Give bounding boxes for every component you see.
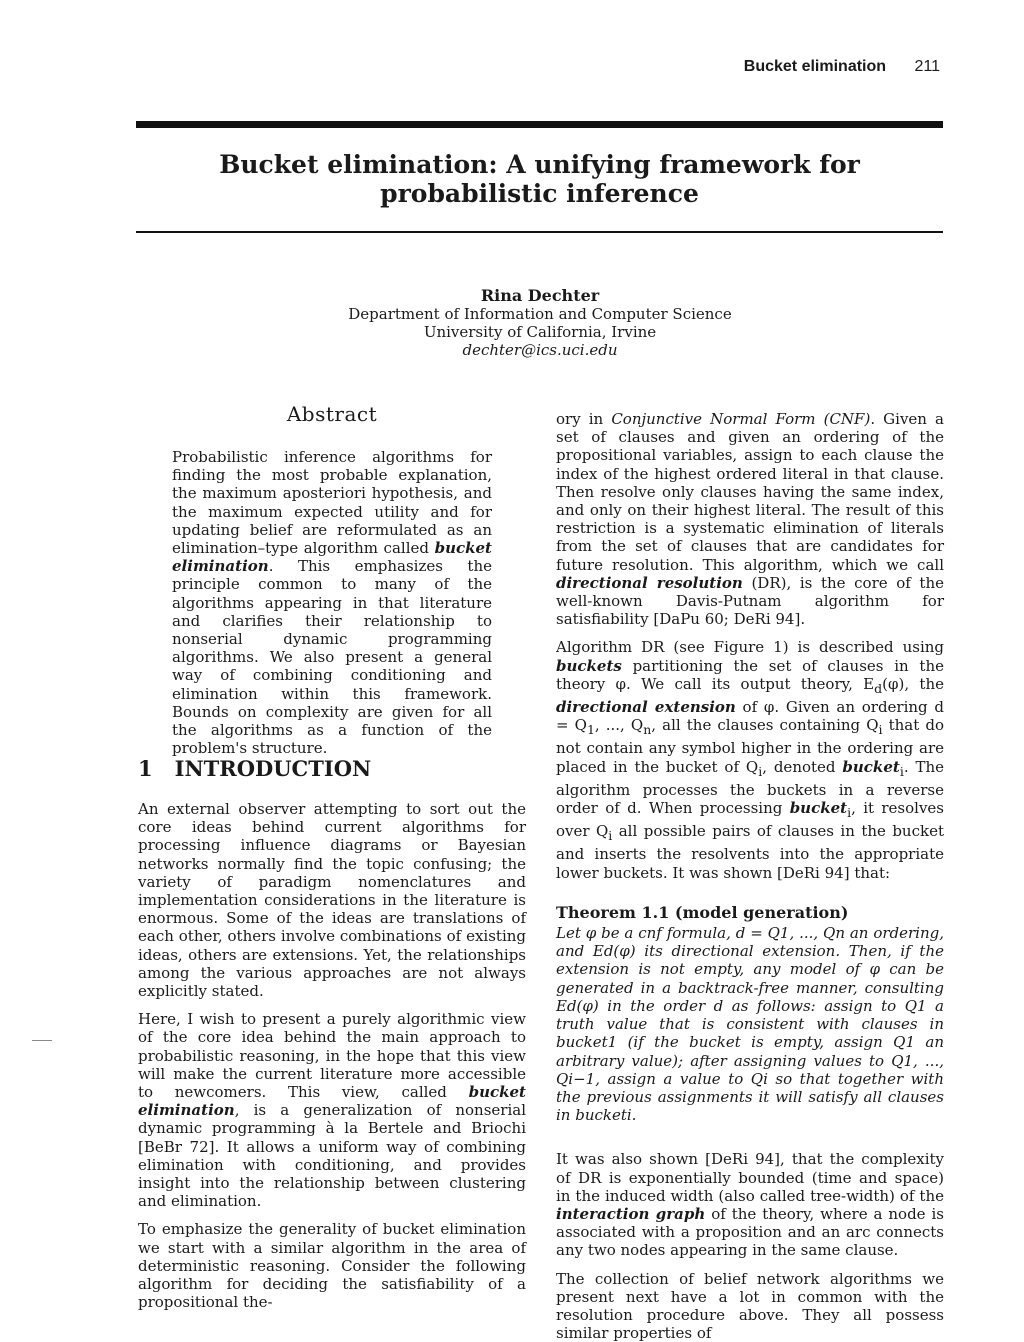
title-rule <box>136 231 943 233</box>
intro-paragraph-1: An external observer attempting to sort out the core ideas behind current algorithms for processing influence diagrams or Bayesian networks normally find the topic confusing; the variety of paradigm nomenclatures and implementation considerations in the literature is enormous. Some of the ideas are translations of each other, others involve combinations of existing ideas, others are extensions. Yet, the relationships among the various approaches are not always explicitly stated. <box>138 800 526 1001</box>
r-p2-e: , ..., Q <box>594 716 644 735</box>
r-p2-bucket-b: bucket <box>789 799 848 818</box>
margin-mark <box>32 1040 52 1041</box>
r-p1-c: (DR), is the core of the well-known Davis-Putnam algorithm for satisfiability [DaPu 60; DeRi 94]. <box>556 573 944 629</box>
right-column-body <box>556 410 944 1342</box>
intro-paragraph-2 <box>138 1010 526 1210</box>
paper-title: Bucket elimination: A unifying framework for probabilistic inference <box>219 150 860 208</box>
r-p1-dr: directional resolution <box>556 573 743 592</box>
r-p2-de: directional extension <box>556 698 736 717</box>
abstract-text-part1: Probabilistic inference algorithms for finding the most probable explanation, the maximum aposteriori hypothesis, and the maximum expected utility and for updating belief are reformulated as an elimination–type algorithm called <box>172 448 492 558</box>
r-p1-cnf: Conjunctive Normal Form (CNF) <box>611 410 871 428</box>
r-p2-g: that do not contain any symbol higher in the ordering are placed in the bucket of Q <box>556 716 944 776</box>
r-p2-subi-a: i <box>878 722 883 738</box>
r-p3-a: It was also shown [DeRi 94], that the complexity of DR is exponentially bounded (time and space) in the induced width (also called tree-width) of the <box>556 1150 944 1205</box>
left-column-body <box>138 800 526 1311</box>
r-p1-b: . Given a set of clauses and given an ordering of the propositional variables, assign to each clause the index of the highest ordered literal in that clause. Then resolve only clauses having the same index, and only on their highest literal. The result of this restriction is a systematic elimination of literals from the set of clauses that are candidates for future resolution. This algorithm, which we call <box>556 410 944 574</box>
r-p1-a: ory in <box>556 410 612 428</box>
r-p2-subn: n <box>643 722 652 738</box>
intro-p2-term: bucket elimination <box>138 1083 526 1120</box>
right-paragraph-4: The collection of belief network algorithms we present next have a lot in common with the resolution procedure above. They all possess similar properties of <box>556 1269 944 1342</box>
abstract-text-part2: . This emphasizes the principle common to many of the algorithms appearing in that literature and clarifies their relationship to nonserial dynamic programming algorithms. We also present a general way of combining conditioning and elimination within this framework. Bounds on complexity are given for all the algorithms as a function of the problem's structure. <box>172 557 492 758</box>
running-head <box>744 58 940 76</box>
author-name: Rina Dechter <box>480 286 600 305</box>
r-p2-i: . The algorithm processes the buckets in a reverse order of d. When processing <box>556 757 945 818</box>
r-p2-subi-c: i <box>899 763 904 779</box>
r-p2-bucket-a: bucket <box>842 757 900 776</box>
r-p2-f: , all the clauses containing Q <box>651 716 879 735</box>
r-p2-k: all possible pairs of clauses in the bucket and inserts the resolvents into the appropriate lower buckets. It was shown [DeRi 94] that: <box>556 822 944 882</box>
top-rule <box>136 121 943 128</box>
affiliation-department: Department of Information and Computer Science <box>348 305 732 323</box>
right-paragraph-1 <box>556 410 944 628</box>
r-p2-sub-d: d <box>874 680 883 696</box>
right-paragraph-3 <box>556 1150 944 1259</box>
r-p3-ig: interaction graph <box>556 1204 706 1223</box>
r-p2-c: (φ), the <box>882 674 944 693</box>
abstract-term: bucket elimination <box>172 539 492 576</box>
running-title: Bucket elimination <box>743 58 887 75</box>
r-p2-j: , it resolves over Q <box>556 799 944 841</box>
affiliation-university: University of California, Irvine <box>423 323 657 341</box>
r-p2-sub1: 1 <box>586 722 595 738</box>
r-p2-subi-d: i <box>847 805 852 821</box>
r-p2-b: partitioning the set of clauses in the theory φ. We call its output theory, E <box>556 656 944 693</box>
r-p2-buckets: buckets <box>556 656 622 675</box>
section-title: INTRODUCTION <box>174 756 372 781</box>
intro-paragraph-3: To emphasize the generality of bucket elimination we start with a similar algorithm in the area of deterministic reasoning. Consider the following algorithm for deciding the satisfiability of a propositional the- <box>138 1220 526 1312</box>
intro-p2-text-b: , is a generalization of nonserial dynamic programming à la Bertele and Briochi [BeBr 72]. It allows a uniform way of combining elimination with conditioning, and provides insight into the relationship between clustering and elimination. <box>138 1101 526 1211</box>
theorem-title: Theorem 1.1 (model generation) <box>556 902 849 922</box>
section-heading <box>138 756 371 781</box>
r-p2-subi-e: i <box>608 828 613 844</box>
section-number: 1 <box>138 756 153 781</box>
r-p2-h: , denoted <box>762 757 843 776</box>
r-p2-subi-b: i <box>758 763 763 779</box>
r-p2-a: Algorithm DR (see Figure 1) is described using <box>556 638 944 657</box>
author-email: dechter@ics.uci.edu <box>462 341 618 359</box>
abstract-text <box>172 448 492 757</box>
r-p3-b: of the theory, where a node is associated with a proposition and an arc connects any two nodes appearing in the same clause. <box>556 1204 944 1260</box>
author-block <box>300 287 780 359</box>
theorem-body: Let φ be a cnf formula, d = Q1, ..., Qn an ordering, and Ed(φ) its directional extension. Then, if the extension is not empty, any model of φ can be generated in a backtrack-free manner, consulting Ed(φ) in the order d as follows: assign to Q1 a truth value that is consistent with clauses in bucket1 (if the bucket is empty, assign Q1 an arbitrary value); after assigning values to Q1, ..., Qi−1, assign a value to Qi so that together with the previous assignments it will satisfy all clauses in bucketi. <box>556 924 944 1125</box>
r-p2-d: of φ. Given an ordering d = Q <box>556 698 944 735</box>
page-number: 211 <box>914 58 940 75</box>
abstract-heading: Abstract <box>286 402 378 426</box>
right-paragraph-2 <box>556 638 944 881</box>
intro-p2-text-a: Here, I wish to present a purely algorithmic view of the core idea behind the main approach to probabilistic reasoning, in the hope that this view will make the current literature more accessible to newcomers. This view, called <box>138 1010 526 1102</box>
